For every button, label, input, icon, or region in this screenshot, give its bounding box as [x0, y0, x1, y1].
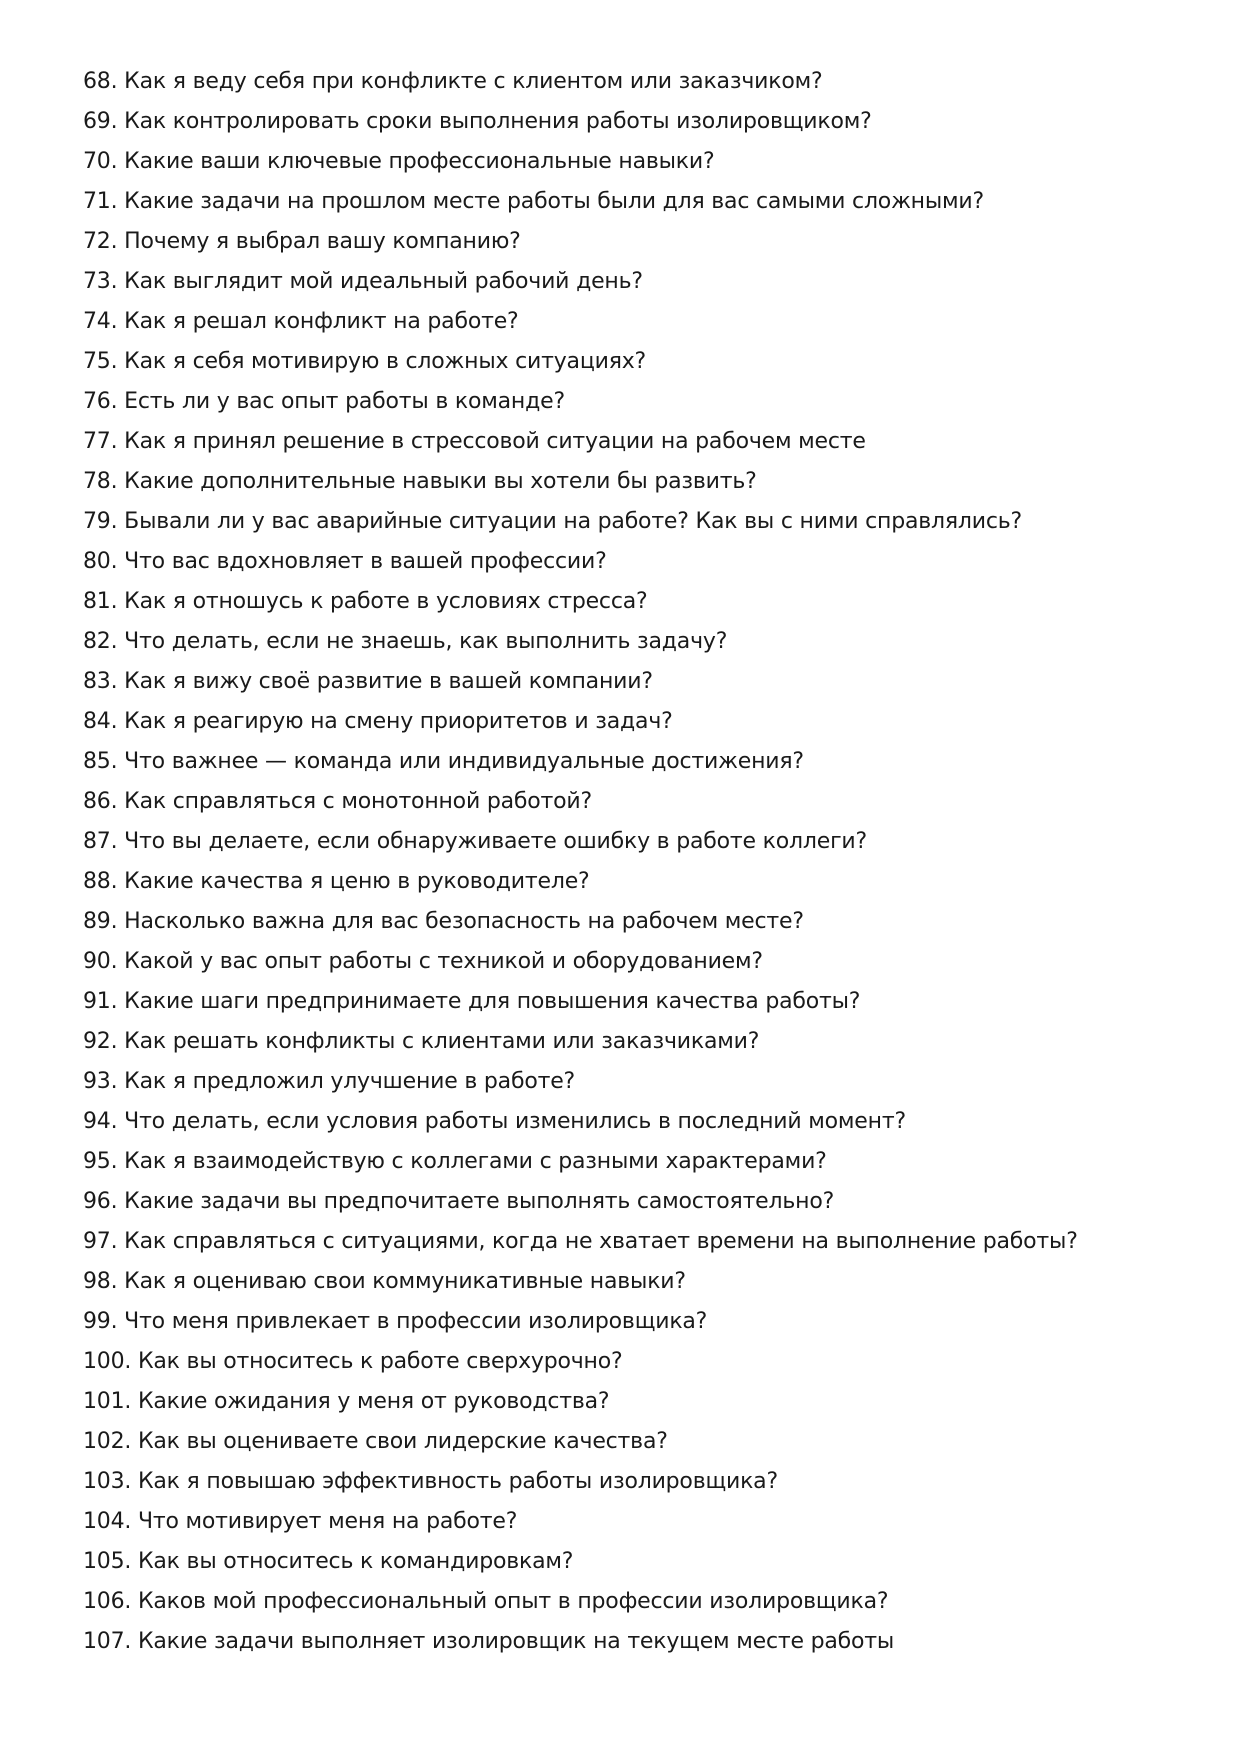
question-item: 87. Что вы делаете, если обнаруживаете ошибку в работе коллеги?	[83, 829, 867, 854]
question-item: 77. Как я принял решение в стрессовой ситуации на рабочем месте	[83, 429, 866, 454]
question-item: 89. Насколько важна для вас безопасность на рабочем месте?	[83, 909, 804, 934]
question-item: 93. Как я предложил улучшение в работе?	[83, 1069, 576, 1094]
question-item: 68. Как я веду себя при конфликте с клиентом или заказчиком?	[83, 69, 823, 94]
question-item: 99. Что меня привлекает в профессии изолировщика?	[83, 1309, 708, 1334]
question-item: 75. Как я себя мотивирую в сложных ситуациях?	[83, 349, 647, 374]
question-item: 106. Каков мой профессиональный опыт в профессии изолировщика?	[83, 1589, 889, 1614]
question-item: 85. Что важнее — команда или индивидуальные достижения?	[83, 749, 804, 774]
question-item: 104. Что мотивирует меня на работе?	[83, 1509, 518, 1534]
question-item: 96. Какие задачи вы предпочитаете выполнять самостоятельно?	[83, 1189, 835, 1214]
question-item: 103. Как я повышаю эффективность работы изолировщика?	[83, 1469, 778, 1494]
question-item: 80. Что вас вдохновляет в вашей профессии?	[83, 549, 607, 574]
question-item: 105. Как вы относитесь к командировкам?	[83, 1549, 574, 1574]
question-item: 91. Какие шаги предпринимаете для повышения качества работы?	[83, 989, 861, 1014]
question-item: 102. Как вы оцениваете свои лидерские качества?	[83, 1429, 668, 1454]
question-item: 101. Какие ожидания у меня от руководства?	[83, 1389, 610, 1414]
question-item: 72. Почему я выбрал вашу компанию?	[83, 229, 521, 254]
question-item: 81. Как я отношусь к работе в условиях стресса?	[83, 589, 648, 614]
question-item: 71. Какие задачи на прошлом месте работы были для вас самыми сложными?	[83, 189, 985, 214]
question-item: 95. Как я взаимодействую с коллегами с разными характерами?	[83, 1149, 827, 1174]
question-item: 73. Как выглядит мой идеальный рабочий день?	[83, 269, 643, 294]
question-item: 69. Как контролировать сроки выполнения работы изолировщиком?	[83, 109, 872, 134]
question-item: 100. Как вы относитесь к работе сверхурочно?	[83, 1349, 623, 1374]
question-item: 78. Какие дополнительные навыки вы хотели бы развить?	[83, 469, 757, 494]
question-item: 90. Какой у вас опыт работы с техникой и оборудованием?	[83, 949, 763, 974]
question-item: 83. Как я вижу своё развитие в вашей компании?	[83, 669, 653, 694]
question-item: 70. Какие ваши ключевые профессиональные навыки?	[83, 149, 715, 174]
question-item: 98. Как я оцениваю свои коммуникативные навыки?	[83, 1269, 686, 1294]
question-item: 86. Как справляться с монотонной работой?	[83, 789, 592, 814]
question-item: 94. Что делать, если условия работы изменились в последний момент?	[83, 1109, 906, 1134]
question-item: 88. Какие качества я ценю в руководителе?	[83, 869, 590, 894]
question-item: 82. Что делать, если не знаешь, как выполнить задачу?	[83, 629, 728, 654]
question-item: 107. Какие задачи выполняет изолировщик на текущем месте работы	[83, 1629, 895, 1654]
question-item: 84. Как я реагирую на смену приоритетов и задач?	[83, 709, 673, 734]
question-item: 97. Как справляться с ситуациями, когда не хватает времени на выполнение работы?	[83, 1229, 1078, 1254]
question-item: 79. Бывали ли у вас аварийные ситуации на работе? Как вы с ними справлялись?	[83, 509, 1022, 534]
question-item: 74. Как я решал конфликт на работе?	[83, 309, 519, 334]
question-list	[83, 62, 1183, 1662]
question-item: 76. Есть ли у вас опыт работы в команде?	[83, 389, 565, 414]
question-item: 92. Как решать конфликты с клиентами или заказчиками?	[83, 1029, 760, 1054]
